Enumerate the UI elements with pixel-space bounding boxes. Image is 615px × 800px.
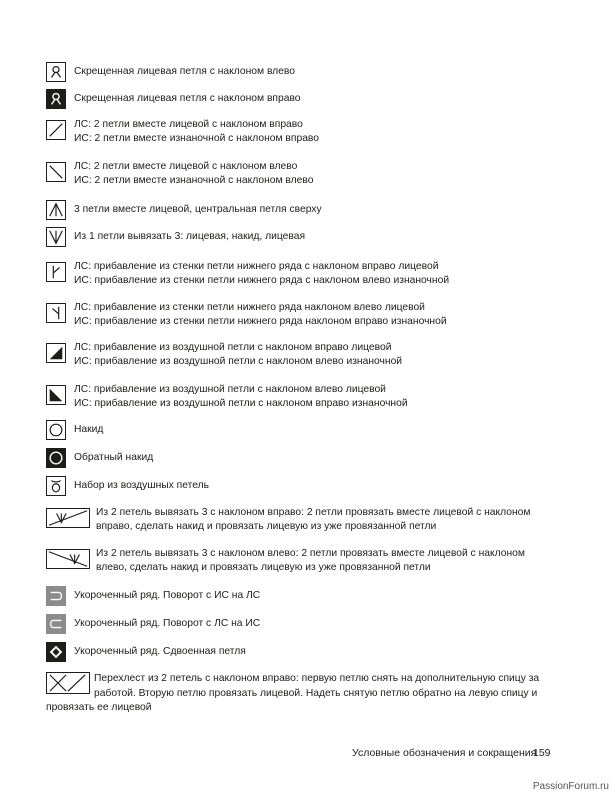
legend-text: ИС: прибавление из стенки петли нижнего ряда наклоном вправо изнаночной	[74, 315, 447, 327]
double-stitch-icon	[46, 642, 66, 662]
legend-text: Набор из воздушных петель	[74, 480, 210, 491]
legend-text: Из 2 петель вывязать 3 с наклоном влево: 2 петли провязать вместе лицевой с наклоном	[96, 548, 525, 559]
legend-text: Обратный накид	[74, 452, 154, 463]
make-one-left-icon	[46, 385, 66, 405]
legend-text: Скрещенная лицевая петля с наклоном вправо	[74, 93, 301, 104]
k2-yo-k-left-icon	[46, 549, 90, 569]
page-number: 159	[533, 747, 551, 759]
legend-text: ИС: прибавление из воздушной петли с наклоном влево изнаночной	[74, 355, 403, 367]
watermark: PassionForum.ru	[532, 781, 609, 792]
legend-text: Перехлест из 2 петель с наклоном вправо: первую петлю снять на дополнительную спицу за работой. Вторую петлю провязать лицевой. Надеть снятую петлю обратно на левую спицу и провязать ее лицевой	[46, 673, 540, 713]
twisted-knit-left-icon	[46, 62, 66, 82]
k3tog-center-icon	[46, 200, 66, 220]
legend-text: Из 2 петель вывязать 3 с наклоном вправо: 2 петли провязать вместе лицевой с наклоном	[96, 507, 531, 518]
yarn-over-icon	[46, 420, 66, 440]
increase-3-from-1-icon	[46, 227, 66, 247]
legend-text: ЛС: 2 петли вместе лицевой с наклоном влево	[74, 161, 298, 172]
legend-text: ЛС: прибавление из стенки петли нижнего ряда с наклоном вправо лицевой	[74, 261, 439, 272]
legend-text: Укороченный ряд. Сдвоенная петля	[74, 646, 246, 657]
legend-text: ИС: 2 петли вместе изнаночной с наклоном влево	[74, 174, 314, 186]
legend-text: ЛС: прибавление из воздушной петли с наклоном вправо лицевой	[74, 342, 392, 353]
legend-text: ИС: прибавление из воздушной петли с наклоном вправо изнаночной	[74, 397, 408, 409]
k2tog-left-icon	[46, 162, 66, 182]
legend-paragraph	[46, 672, 566, 716]
short-row-rs-to-ws-icon	[46, 614, 66, 634]
legend-text: 3 петли вместе лицевой, центральная петля сверху	[74, 204, 322, 215]
legend-text: Из 1 петли вывязать 3: лицевая, накид, лицевая	[74, 231, 306, 242]
short-row-ws-to-rs-icon	[46, 586, 66, 606]
legend-text: вправо, сделать накид и провязать лицевую из уже провязанной петли	[96, 520, 437, 532]
lifted-increase-left-icon	[46, 303, 66, 323]
legend-text: Накид	[74, 424, 104, 435]
legend-text: Скрещенная лицевая петля с наклоном влево	[74, 66, 295, 77]
legend-text: ЛС: прибавление из воздушной петли с наклоном влево лицевой	[74, 384, 386, 395]
k2tog-right-icon	[46, 120, 66, 140]
lifted-increase-right-icon	[46, 262, 66, 282]
k2-yo-k-right-icon	[46, 508, 90, 528]
legend-text: Укороченный ряд. Поворот с ЛС на ИС	[74, 618, 261, 629]
chain-cast-on-icon	[46, 476, 66, 496]
section-title: Условные обозначения и сокращения	[352, 747, 537, 759]
legend-text: ЛС: прибавление из стенки петли нижнего ряда наклоном влево лицевой	[74, 302, 425, 313]
twisted-knit-right-icon	[46, 89, 66, 109]
legend-text: влево, сделать накид и провязать лицевую из уже провязанной петли	[96, 561, 431, 573]
cross-right-icon	[46, 672, 90, 694]
legend-text: Укороченный ряд. Поворот с ИС на ЛС	[74, 590, 261, 601]
reverse-yarn-over-icon	[46, 448, 66, 468]
legend-text: ИС: прибавление из стенки петли нижнего ряда с наклоном влево изнаночной	[74, 274, 450, 286]
legend-text: ЛС: 2 петли вместе лицевой с наклоном вправо	[74, 119, 303, 130]
legend-text: ИС: 2 петли вместе изнаночной с наклоном вправо	[74, 132, 320, 144]
make-one-right-icon	[46, 343, 66, 363]
